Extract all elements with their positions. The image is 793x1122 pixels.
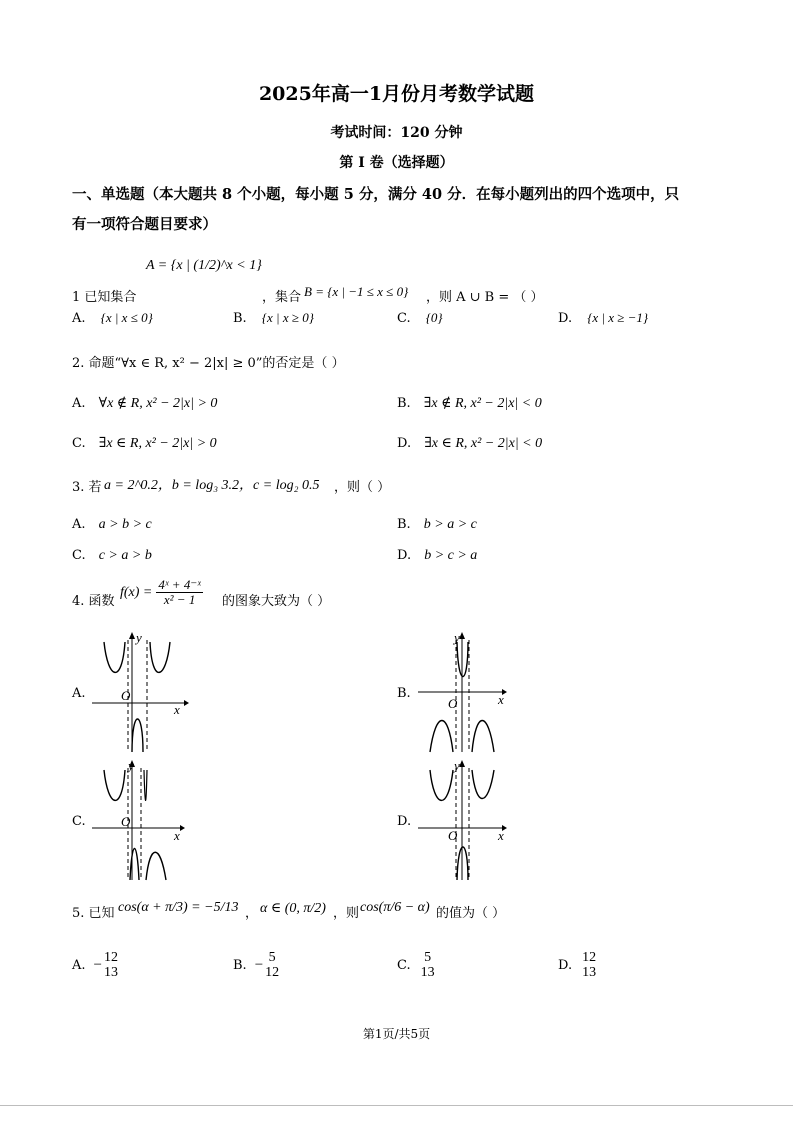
q3-stem-prefix: 3. 若 [72, 480, 102, 495]
q4-graph-b[interactable] [414, 630, 518, 754]
q4-graph-a-x: x [174, 702, 180, 717]
q1-stem-prefix: 1 已知集合 [72, 290, 137, 305]
q4-option-a-label[interactable]: A. [72, 686, 86, 701]
q5-option-c[interactable]: C. 5 13 [397, 950, 435, 981]
q2-option-a[interactable]: A. ∀x ∉ R, x² − 2|x| > 0 [72, 396, 218, 411]
q4-graph-b-o: O [448, 696, 458, 711]
footer-rule [0, 1105, 793, 1106]
q4-graph-c-y: y [128, 758, 134, 773]
q4-func-lhs: f(x) = [120, 584, 153, 600]
q4-graph-d-x: x [498, 828, 504, 843]
q5-target: cos(π/6 − α) [360, 900, 430, 915]
q2-option-c[interactable]: C. ∃x ∈ R, x² − 2|x| > 0 [72, 436, 217, 451]
q1-option-a[interactable]: A. {x | x ≤ 0} [72, 310, 153, 326]
q4-stem-end: 的图象大致为（ ） [222, 594, 331, 609]
q4-graph-c-o: O [121, 814, 131, 829]
q4-graph-a-o: O [121, 688, 131, 703]
page-footer: 第1页/共5页 [362, 1027, 431, 1041]
q4-option-c-label[interactable]: C. [72, 814, 86, 829]
q4-func-fraction [156, 578, 202, 608]
q5-given-1: cos(α + π/3) = −5/13 [118, 900, 239, 915]
q4-graph-d-y: y [454, 758, 460, 773]
q5-stem-end: 的值为（ ） [436, 906, 506, 921]
q3-option-a[interactable]: A. a > b > c [72, 517, 152, 532]
q4-graph-b-x: x [498, 692, 504, 707]
q1-set-b: B = {x | −1 ≤ x ≤ 0} [304, 284, 409, 299]
volume-heading: 第 I 卷（选择题） [339, 155, 454, 171]
q2-option-b[interactable]: B. ∃x ∉ R, x² − 2|x| < 0 [397, 396, 542, 411]
q1-option-d[interactable]: D. {x | x ≥ −1} [558, 310, 649, 326]
q4-option-d-label[interactable]: D. [397, 814, 412, 829]
q4-graph-b-y: y [454, 630, 460, 645]
q3-stem-end: ，则（ ） [334, 480, 391, 495]
q4-graph-d-o: O [448, 828, 458, 843]
q3-option-c[interactable]: C. c > a > b [72, 548, 152, 563]
q5-stem-mid: ，则 [333, 906, 360, 921]
q3-stem-math: a = 2^0.2，b = log₃ 3.2，c = log₂ 0.5 [104, 478, 320, 493]
q1-option-c[interactable]: C. {0} [397, 310, 443, 326]
q5-option-d[interactable]: D. 12 13 [558, 950, 597, 981]
q1-stem-end: ，则 A ∪ B = （ ） [426, 290, 544, 305]
section-heading-line1: 一、单选题（本大题共 8 个小题，每小题 5 分，满分 40 分．在每小题列出的四个选项中，只 [72, 186, 680, 203]
q3-option-b[interactable]: B. b > a > c [397, 517, 477, 532]
q4-func-denominator: x² − 1 [163, 592, 196, 608]
q2-stem: 2. 命题“∀x ∈ R, x² − 2|x| ≥ 0”的否定是（ ） [72, 356, 345, 371]
q5-given-2: α ∈ (0, π/2) [260, 901, 326, 916]
q1-stem-mid: ，集合 [262, 290, 302, 305]
q4-graph-a-y: y [136, 630, 142, 645]
q4-function [120, 578, 203, 608]
q3-option-d[interactable]: D. b > c > a [397, 548, 478, 563]
page-title: 2025年高一1月份月考数学试题 [258, 83, 535, 105]
q4-stem-prefix: 4. 函数 [72, 594, 115, 609]
q5-stem-prefix: 5. 已知 [72, 906, 115, 921]
q2-option-d[interactable]: D. ∃x ∈ R, x² − 2|x| < 0 [397, 436, 543, 451]
q5-option-b[interactable]: B. − 5 12 [233, 950, 280, 981]
q5-option-a[interactable]: A. − 12 13 [72, 950, 118, 981]
section-heading-line2: 有一项符合题目要求） [72, 216, 217, 233]
q1-option-b[interactable]: B. {x | x ≥ 0} [233, 310, 314, 326]
q4-option-b-label[interactable]: B. [397, 686, 411, 701]
q4-graph-a[interactable] [88, 630, 192, 754]
q4-graph-c[interactable] [88, 758, 192, 882]
q4-graph-d[interactable] [414, 758, 518, 882]
q1-set-a: A = {x | (1/2)^x < 1} [146, 258, 262, 273]
exam-time: 考试时间：120 分钟 [330, 125, 463, 141]
q4-graph-c-x: x [174, 828, 180, 843]
q4-func-numerator: 4ˣ + 4⁻ˣ [158, 577, 201, 592]
